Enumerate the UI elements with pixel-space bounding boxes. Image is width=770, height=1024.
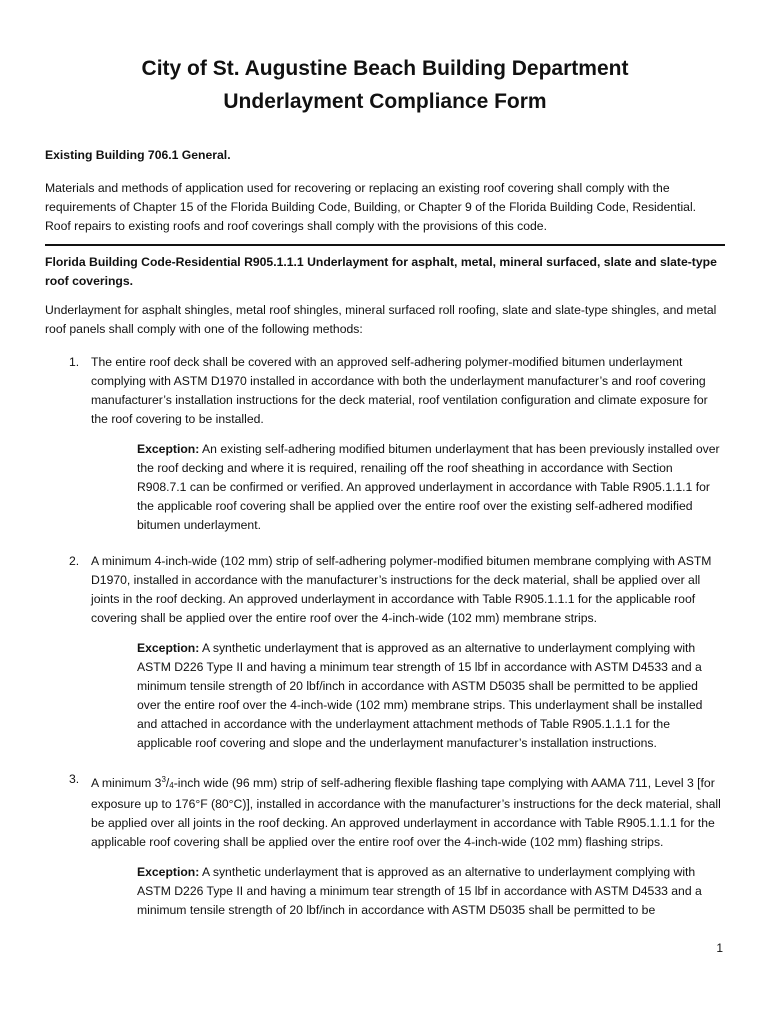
section-divider <box>45 244 725 246</box>
exception-text: A synthetic underlayment that is approved as an alternative to underlayment complying with ASTM D226 Type II and having a minimum tear strength of 15 lbf in accordance with ASTM D4533 and a minimum tensile strength of 20 lbf/inch in accordance with ASTM D5035 shall be permitted to be <box>137 865 702 917</box>
list-item-text: A minimum 4-inch-wide (102 mm) strip of self-adhering polymer-modified bitumen membrane complying with ASTM D1970, installed in accordance with the manufacturer’s instructions for the deck material, shall be applied over all joints in the roof decking. An approved underlayment in accordance with Table R905.1.1.1 for the applicable roof covering shall be applied over the entire roof over the 4-inch-wide (102 mm) membrane strips. <box>91 554 712 625</box>
exception-text: An existing self-adhering modified bitumen underlayment that has been previously installed over the roof decking and where it is required, renailing off the roof sheathing in accordance with Section R908.7.1 can be confirmed or verified. An approved underlayment in accordance with Table R905.1.1.1 for the applicable roof covering shall be applied over the entire roof over the existing self-adhered modified bitumen underlayment. <box>137 442 720 532</box>
fraction-denominator: 4 <box>169 781 174 790</box>
list-item-text-pre: A minimum 3 <box>91 776 162 790</box>
title-line-2: Underlayment Compliance Form <box>223 90 547 113</box>
section-heading-existing-building: Existing Building 706.1 General. <box>45 148 231 162</box>
methods-list <box>45 353 725 920</box>
list-item-number: 3. <box>69 772 80 786</box>
section-intro-underlayment: Underlayment for asphalt shingles, metal roof shingles, mineral surfaced roll roofing, slate and slate-type shingles, and metal roof panels shall comply with one of the following methods: <box>45 303 717 336</box>
exception-label: Exception: <box>137 641 200 655</box>
section-body-existing-building: Materials and methods of application used for recovering or replacing an existing roof covering shall comply with the requirements of Chapter 15 of the Florida Building Code, Building, or Chapter 9 of the Florida Building Code, Residential. Roof repairs to existing roofs and roof coverings shall comply with the provisions of this code. <box>45 181 697 233</box>
list-item <box>45 770 725 920</box>
exception-block <box>137 639 725 753</box>
exception-label: Exception: <box>137 442 200 456</box>
title-line-1: City of St. Augustine Beach Building Department <box>141 57 629 80</box>
exception-block <box>137 863 725 920</box>
list-item-number: 2. <box>69 554 80 568</box>
list-item-text: A minimum $3^3/4$-inch wide (96 mm) strip of self-adhering flexible flashing tape complying with AAMA 711, Level 3 [for exposure up to 176°F (80°C)], installed in accordance with the manufacturer’s instructions for the deck material, shall be applied over all joints in the roof decking. An approved underlayment in accordance with Table R905.1.1.1 for the applicable roof covering shall be applied over the entire roof over the 4-inch-wide (102 mm) flashing strips. <box>91 775 721 849</box>
list-item-text: The entire roof deck shall be covered with an approved self-adhering polymer-modified bitumen underlayment complying with ASTM D1970 installed in accordance with both the underlayment manufacturer’s and roof covering manufacturer’s installation instructions for the deck material, roof ventilation configuration and climate exposure for the roof covering to be installed. <box>91 355 708 426</box>
fraction-numerator: 3 <box>161 775 166 784</box>
exception-label: Exception: <box>137 865 200 879</box>
list-item-number: 1. <box>69 355 80 369</box>
section-heading-underlayment: Florida Building Code-Residential R905.1.1.1 Underlayment for asphalt, metal, mineral surfaced, slate and slate-type roof coverings. <box>45 255 717 288</box>
exception-block <box>137 440 725 535</box>
exception-text: A synthetic underlayment that is approved as an alternative to underlayment complying with ASTM D226 Type II and having a minimum tear strength of 15 lbf in accordance with ASTM D4533 and a minimum tensile strength of 20 lbf/inch in accordance with ASTM D5035 shall be permitted to be applied over the entire roof over the 4-inch-wide (102 mm) membrane strips. This underlayment shall be installed and attached in accordance with the underlayment attachment methods of Table R905.1.1.1 for the applicable roof covering and slope and the underlayment manufacturer’s installation instructions. <box>137 641 703 750</box>
list-item <box>45 353 725 535</box>
list-item <box>45 552 725 753</box>
list-item-text-post: -inch wide (96 mm) strip of self-adhering flexible flashing tape complying with AAMA 711, Level 3 [for exposure up to 176°F (80°C)], installed in accordance with the manufacturer’s instructions for the deck material, shall be applied over all joints in the roof decking. An approved underlayment in accordance with Table R905.1.1.1 for the applicable roof covering shall be applied over the entire roof over the 4-inch-wide (102 mm) flashing strips. <box>91 776 721 849</box>
page-number: 1 <box>716 941 723 955</box>
